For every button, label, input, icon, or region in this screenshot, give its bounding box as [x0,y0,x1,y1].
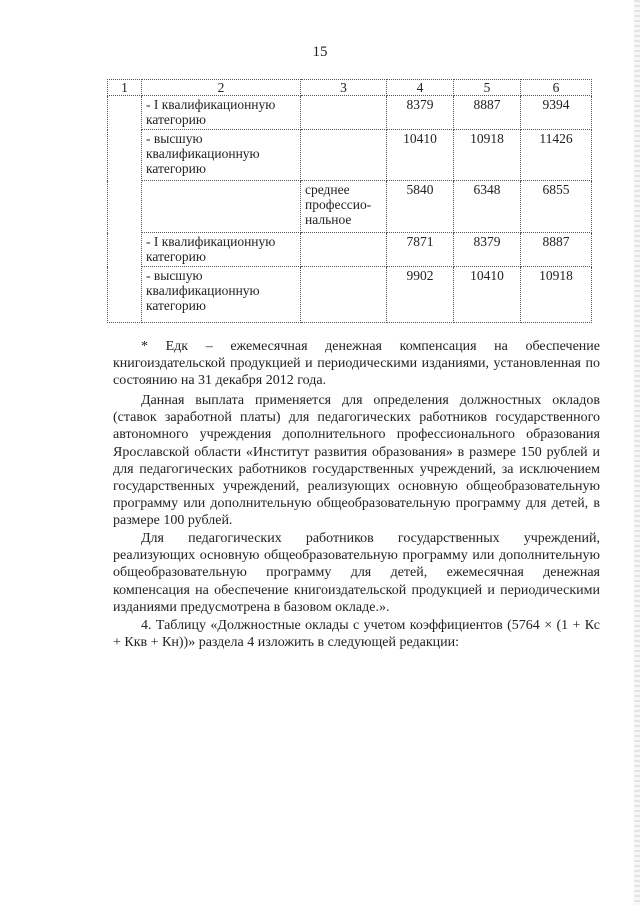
category-cell: - высшую квалификационную категорию [142,130,301,181]
value-cell: 7871 [387,233,454,267]
header-cell: 4 [387,80,454,96]
header-cell: 5 [454,80,521,96]
amendment-text-block [113,617,600,651]
value-cell: 5840 [387,181,454,233]
body-text-block [113,530,600,616]
table-row [108,267,592,323]
value-cell: 9902 [387,267,454,323]
page-number: 15 [312,44,328,60]
value-cell: 6855 [521,181,592,233]
table-row [108,130,592,181]
education-cell [301,130,387,181]
table-row [108,96,592,130]
category-cell: - высшую квалификационную категорию [142,267,301,323]
footnote-paragraph: * Едк – ежемесячная денежная компенсация на обеспечение книгоиздательской продукцией и периодическими изданиями, установленная по состоянию на 31 декабря 2012 года. [113,339,600,389]
value-cell: 8379 [454,233,521,267]
value-cell: 8887 [454,96,521,130]
table-cell-empty [108,96,142,323]
category-cell: - I квалификационную категорию [142,96,301,130]
amendment-paragraph: 4. Таблицу «Должностные оклады с учетом коэффициентов (5764 × (1 + Кс + Ккв + Кн))» раздела 4 изложить в следующей редакции: [113,618,600,651]
category-cell [142,181,301,233]
value-cell: 10918 [454,130,521,181]
value-cell: 10410 [387,130,454,181]
value-cell: 11426 [521,130,592,181]
value-cell: 10410 [454,267,521,323]
footnote-block [113,338,600,390]
salary-table-container [107,79,592,323]
category-cell: - I квалификационную категорию [142,233,301,267]
value-cell: 8887 [521,233,592,267]
table-row [108,181,592,233]
header-cell: 1 [108,80,142,96]
education-cell [301,267,387,323]
education-cell [301,233,387,267]
value-cell: 10918 [521,267,592,323]
value-cell: 6348 [454,181,521,233]
salary-table [107,79,592,323]
scan-edge-artifact [634,0,640,905]
value-cell: 8379 [387,96,454,130]
education-cell: среднее профессио-нальное [301,181,387,233]
table-header-row [108,80,592,96]
header-cell: 2 [142,80,301,96]
body-paragraph: Для педагогических работников государственных учреждений, реализующих основную общеобразовательную программу или дополнительную общеобразовательную программу для детей, ежемесячная денежная компенсация на обеспечение книгоиздательской продукцией и периодическими изданиями предусмотрена в базовом окладе.». [113,531,600,615]
education-cell [301,96,387,130]
value-cell: 9394 [521,96,592,130]
header-cell: 6 [521,80,592,96]
body-text-block [113,392,600,530]
body-paragraph: Данная выплата применяется для определения должностных окладов (ставок заработной платы) для педагогических работников государственного автономного учреждения дополнительного профессионального образования Ярославской области «Институт развития образования» в размере 150 рублей и для педагогических работников государственных учреждений, за исключением государственных учреждений, реализующих основную общеобразовательную программу или дополнительную общеобразовательную программу для детей, в размере 100 рублей. [113,393,600,529]
header-cell: 3 [301,80,387,96]
table-row [108,233,592,267]
